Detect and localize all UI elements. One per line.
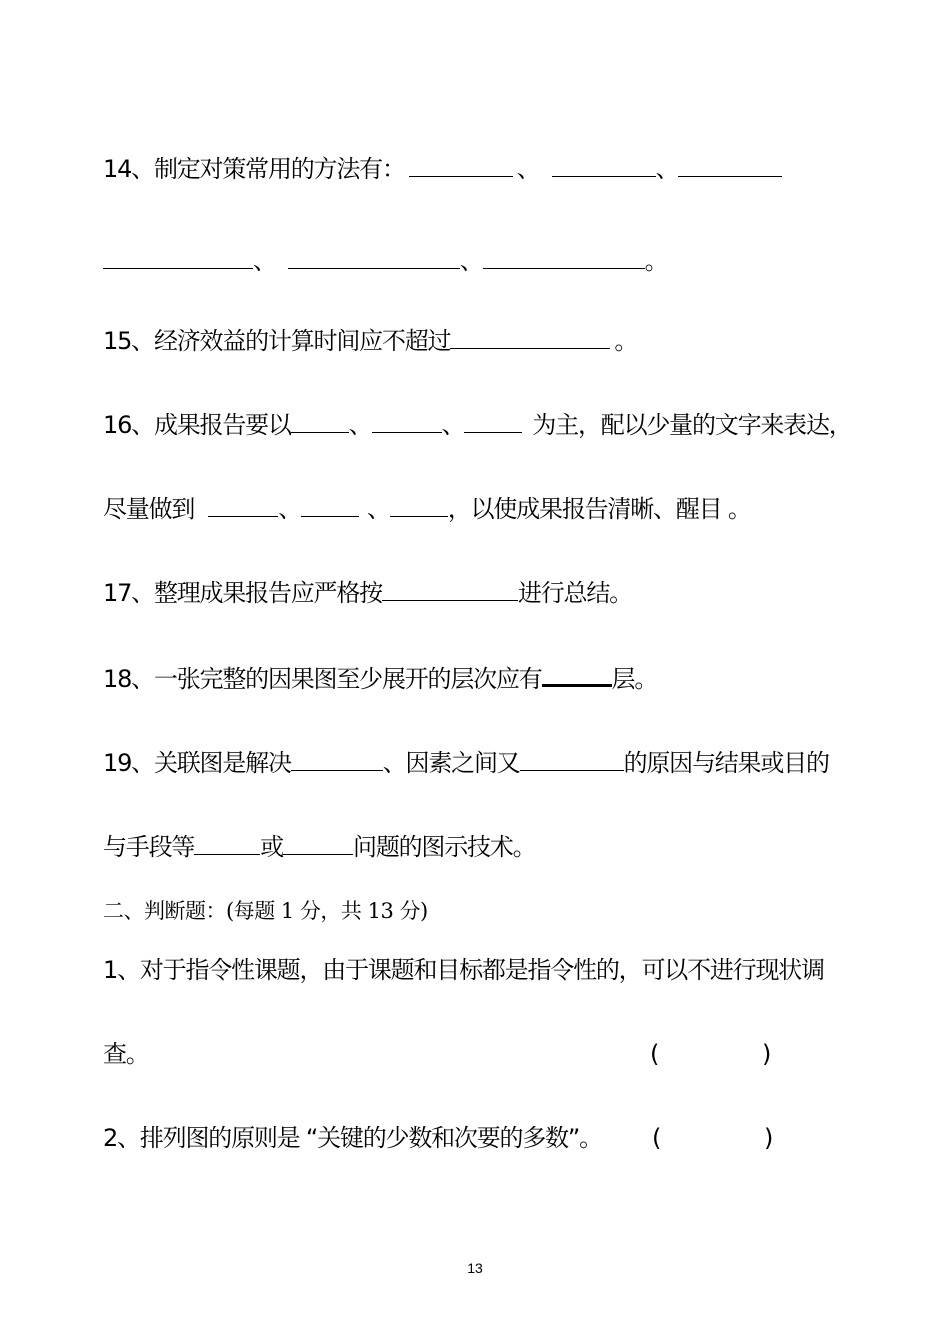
q19-mid: 、因素之间又 <box>382 749 520 777</box>
q19-blank-1[interactable] <box>291 742 383 771</box>
q16-blank-1[interactable] <box>291 404 349 433</box>
q14-prefix: 14、制定对策常用的方法有： <box>103 155 405 183</box>
judge2-text: 2、排列图的原则是 “关键的少数和次要的多数”。 <box>103 1124 602 1152</box>
q17-prefix: 17、整理成果报告应严格按 <box>103 579 382 607</box>
judge1-text2: 查。 <box>103 1040 149 1068</box>
q16-line2-prefix: 尽量做到 <box>103 495 195 523</box>
q14-sep-2: 、 <box>655 155 679 183</box>
q14-line1 <box>103 148 782 185</box>
q14-line2 <box>103 240 667 277</box>
q17-line <box>103 572 632 609</box>
q16-blank-6[interactable] <box>390 488 448 517</box>
q19-line2 <box>103 826 535 863</box>
judge1-line1 <box>103 954 824 986</box>
q16-sep-3: 、 <box>278 495 302 523</box>
page-number: 13 <box>467 1260 483 1276</box>
q18-line <box>103 656 657 695</box>
q16-sep-4: 、 <box>367 495 390 523</box>
judge2-line <box>103 1122 602 1154</box>
q16-line2 <box>103 488 751 525</box>
q19-blank-4[interactable] <box>283 826 353 855</box>
judge1-text: 1、对于指令性课题，由于课题和目标都是指令性的，可以不进行现状调 <box>103 956 824 984</box>
judge2-paren-open: ( <box>652 1124 662 1152</box>
q16-blank-4[interactable] <box>208 488 278 517</box>
judge1-paren-open: ( <box>650 1040 660 1068</box>
q16-prefix: 16、成果报告要以 <box>103 411 291 439</box>
q14-sep-1: 、 <box>516 155 540 183</box>
q16-sep-2: 、 <box>441 411 465 439</box>
q14-sep-3: 、 <box>253 247 276 275</box>
q15-blank[interactable] <box>450 320 610 349</box>
q16-end: ，以使成果报告清晰、醒目 。 <box>447 495 751 523</box>
q14-blank-1[interactable] <box>409 148 513 177</box>
q19-line2-end: 问题的图示技术。 <box>353 833 536 861</box>
q14-blank-5[interactable] <box>288 240 460 269</box>
q19-line2-prefix: 与手段等 <box>103 833 195 861</box>
q19-prefix: 19、关联图是解决 <box>103 749 291 777</box>
q16-sep-1: 、 <box>348 411 372 439</box>
q14-blank-6[interactable] <box>483 240 645 269</box>
q17-end: 进行总结。 <box>517 579 632 607</box>
q15-prefix: 15、经济效益的计算时间应不超过 <box>103 327 451 355</box>
q19-line1 <box>103 742 829 779</box>
q14-blank-2[interactable] <box>552 148 656 177</box>
q19-blank-2[interactable] <box>520 742 624 771</box>
q15-end: 。 <box>614 327 638 355</box>
judge2-paren-close: ) <box>764 1124 774 1152</box>
q16-blank-3[interactable] <box>464 404 522 433</box>
q19-blank-3[interactable] <box>194 826 260 855</box>
section-heading-judgement: 二、判断题：(每题 1 分，共 13 分) <box>103 899 428 923</box>
q16-line1 <box>103 404 852 441</box>
q14-blank-4[interactable] <box>103 240 253 269</box>
q18-blank[interactable] <box>542 656 612 687</box>
q16-mid: 为主，配以少量的文字来表达， <box>532 411 852 439</box>
q18-prefix: 18、一张完整的因果图至少展开的层次应有 <box>103 665 542 693</box>
judge1-paren-close: ) <box>762 1040 772 1068</box>
q19-line2-mid: 或 <box>260 833 284 861</box>
q19-end: 的原因与结果或目的 <box>623 749 829 777</box>
q16-blank-2[interactable] <box>372 404 442 433</box>
judge1-answer-area[interactable] <box>664 1038 760 1070</box>
q18-end: 层。 <box>611 665 658 693</box>
q14-end: 。 <box>644 247 668 275</box>
judge2-answer-area[interactable] <box>666 1122 762 1154</box>
q16-blank-5[interactable] <box>301 488 359 517</box>
q14-sep-4: 、 <box>459 247 483 275</box>
q14-blank-3[interactable] <box>678 148 782 177</box>
q15-line <box>103 320 637 357</box>
q17-blank[interactable] <box>382 572 518 601</box>
judge1-line2 <box>103 1038 149 1070</box>
